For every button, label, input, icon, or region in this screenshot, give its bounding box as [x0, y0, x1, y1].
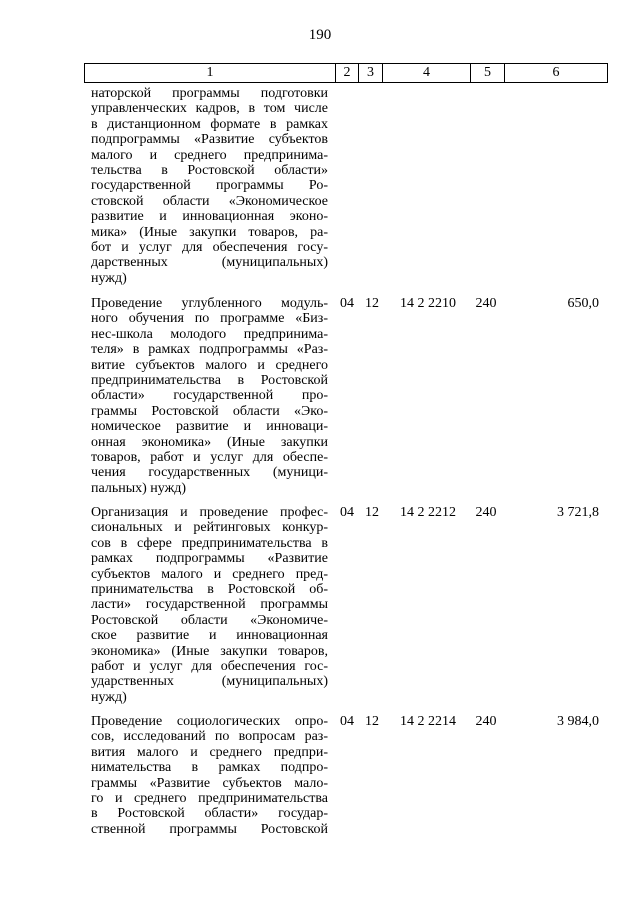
row-description [91, 505, 328, 705]
section-code: 04 [340, 296, 354, 311]
amount: 3 721,8 [557, 505, 599, 520]
description-line: го и среднего предпринимательства [91, 790, 328, 806]
row-description [91, 86, 328, 286]
table-header [84, 63, 608, 83]
description-line: бот и услуг для обеспечения госу- [91, 239, 328, 255]
subsection-code: 12 [365, 714, 379, 729]
header-col-6: 6 [552, 65, 560, 80]
row-description [91, 296, 328, 496]
description-line: онная экономика» (Иные закупки [91, 434, 328, 450]
description-line: рамках подпрограммы «Развитие [91, 551, 328, 567]
description-line: субъектов малого и среднего пред- [91, 566, 328, 582]
description-line: Ростовской области «Экономиче- [91, 612, 328, 628]
header-col-2: 2 [343, 65, 351, 80]
description-line: товаров, работ и услуг для обеспе- [91, 449, 328, 465]
description-line: предпринимательства в Ростовской [91, 372, 328, 388]
section-code: 04 [340, 714, 354, 729]
description-line: Проведение углубленного модуль- [91, 296, 328, 311]
page-number: 190 [308, 27, 332, 43]
description-line: развитие и инновационная эконо- [91, 209, 328, 225]
expense-type-code: 240 [475, 714, 497, 729]
header-col-3: 3 [367, 65, 374, 80]
amount: 3 984,0 [557, 714, 599, 729]
expense-type-code: 240 [475, 505, 497, 520]
description-line: вития малого и среднего предпри- [91, 744, 328, 760]
expense-type-code: 240 [475, 296, 497, 311]
description-line: Организация и проведение профес- [91, 505, 328, 520]
description-line: наторской программы подготовки [91, 86, 328, 101]
description-line: нужд) [91, 270, 127, 286]
description-line: граммы Ростовской области «Эко- [91, 403, 328, 419]
header-col-1: 1 [206, 65, 214, 80]
description-line: Проведение социологических опро- [91, 714, 328, 729]
description-line: государственной программы Ро- [91, 178, 328, 194]
description-line: области» государственной про- [91, 388, 328, 404]
description-line: стовской области «Экономическое [91, 193, 328, 209]
row-description [91, 714, 328, 837]
description-line: сиональных и рейтинговых конкур- [91, 520, 328, 536]
description-line: малого и среднего предпринима- [91, 147, 328, 163]
description-line: номическое развитие и инноваци- [91, 419, 328, 435]
description-line: ственной программы Ростовской [91, 821, 328, 837]
amount: 650,0 [567, 296, 599, 311]
description-line: принимательства в Ростовской об- [91, 581, 328, 597]
description-line: чения государственных (муници- [91, 465, 328, 481]
description-line: пальных) нужд) [91, 480, 187, 496]
description-line: ударственных (муниципальных) [91, 674, 328, 690]
section-code: 04 [340, 505, 354, 520]
description-line: нес-школа молодого предпринима- [91, 326, 328, 342]
description-line: работ и услуг для обеспечения гос- [91, 658, 328, 674]
description-line: нимательства в рамках подпро- [91, 760, 328, 776]
subsection-code: 12 [365, 505, 379, 520]
description-line: теля» в рамках подпрограммы «Раз- [91, 342, 328, 358]
description-line: сов, исследований по вопросам раз- [91, 729, 328, 745]
description-line: ское развитие и инновационная [91, 628, 328, 644]
description-line: витие субъектов малого и среднего [91, 357, 328, 373]
target-article-code: 14 2 2210 [400, 296, 456, 311]
description-line: граммы «Развитие субъектов мало- [91, 775, 328, 791]
description-line: тельства в Ростовской области» [91, 162, 328, 178]
description-line: ного обучения по программе «Биз- [91, 311, 328, 327]
description-line: мика» (Иные закупки товаров, ра- [91, 224, 328, 240]
description-line: в Ростовской области» государ- [91, 806, 328, 822]
header-col-5: 5 [484, 65, 491, 80]
description-line: дарственных (муниципальных) [91, 255, 328, 271]
target-article-code: 14 2 2214 [400, 714, 456, 729]
subsection-code: 12 [365, 296, 379, 311]
header-col-4: 4 [423, 65, 430, 80]
description-line: подпрограммы «Развитие субъектов [91, 132, 328, 148]
description-line: в дистанционном формате в рамках [91, 116, 328, 132]
description-line: управленческих кадров, в том числе [91, 101, 328, 117]
description-line: сов в сфере предпринимательства в [91, 535, 328, 551]
description-line: экономика» (Иные закупки товаров, [91, 643, 328, 659]
description-line: нужд) [91, 689, 127, 705]
description-line: ласти» государственной программы [91, 597, 328, 613]
target-article-code: 14 2 2212 [400, 505, 456, 520]
